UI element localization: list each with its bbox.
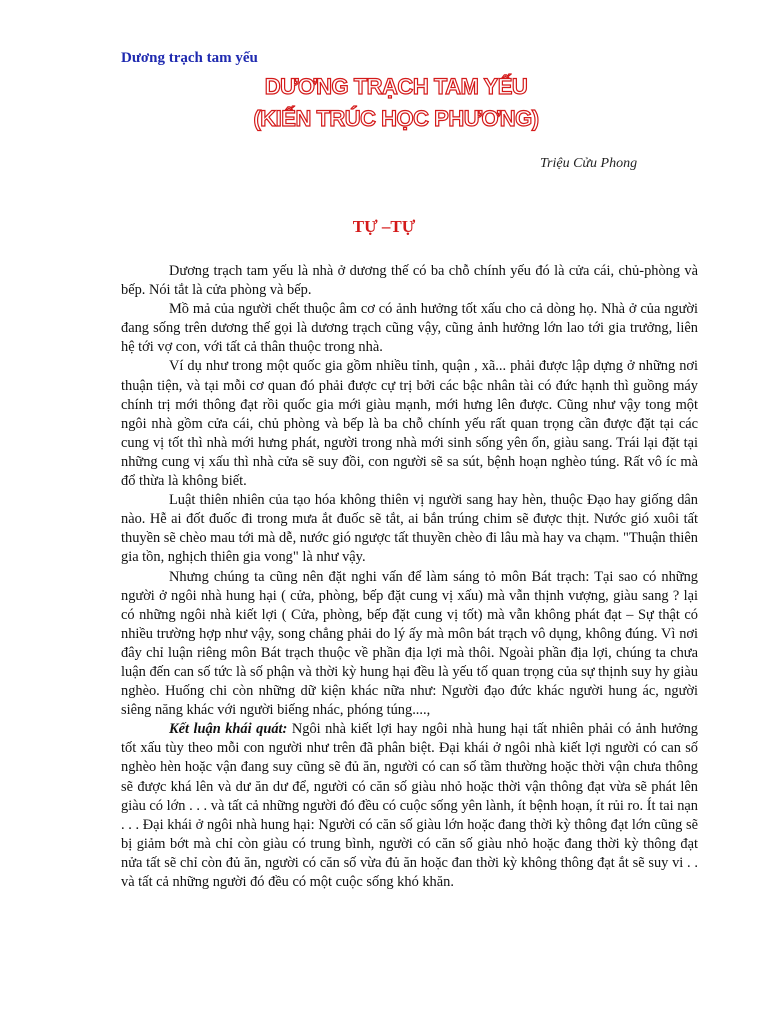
body-text	[121, 262, 698, 892]
paragraph: Luật thiên nhiên của tạo hóa không thiên vị người sang hay hèn, thuộc Đạo hay giống dân nào. Hễ ai đốt đuốc đi trong mưa ắt đuốc sẽ tắt, ai bắn trúng chim sẽ được thịt. Nước gió xuôi tất thuyền sẽ chèo mau tới mà dễ, nước gió ngược tất thuyền chèo đi lâu mà hay va chạm. "Thuận thiên gia tồn, nghịch thiên gia vong" là như vậy.	[121, 492, 698, 566]
paragraph: Mồ mả của người chết thuộc âm cơ có ảnh hưởng tốt xấu cho cả dòng họ. Nhà ở của người đang sống trên dương thế gọi là dương trạch cũng vậy, cũng ảnh hưởng lớn lao tới gia trưởng, liên hệ tới vợ con, với tất cả thân thuộc trong nhà.	[121, 301, 698, 356]
paragraph-conclusion	[121, 720, 698, 892]
paragraph: Nhưng chúng ta cũng nên đặt nghi vấn để làm sáng tỏ môn Bát trạch: Tại sao có những người ở ngôi nhà hung hại ( cửa, phòng, bếp đặt cung vị xấu) mà vẫn thịnh vượng, giàu sang ? lại có những ngôi nhà kiết lợi ( Cửa, phòng, bếp đặt cung vị tốt) mà vẫn không phát đạt – Sự thật có nhiều trường hợp như vậy, song chẳng phải do lý ấy mà môn bát trạch vô dụng, không đúng. Vì nơi đây chỉ luận riêng môn Bát trạch thuộc về phần địa lợi mà thôi. Ngoài phần địa lợi, chúng ta chưa luận đến can số tức là số phận và thời kỳ hung hại đều là yếu tố quan trọng của sự thịnh suy hy giàu nghèo. Huống chi còn những dữ kiện khác nữa như: Người đạo đức khác người hung ác, người siêng năng khác với người biếng nhác, phóng túng....,	[121, 568, 698, 719]
conclusion-lead: Kết luận khái quát:	[169, 721, 288, 738]
conclusion-text: Ngôi nhà kiết lợi hay ngôi nhà hung hại tất nhiên phải có ảnh hưởng tốt xấu tùy theo mỗi con người như trên đã phân biệt. Đại khái ở ngôi nhà kiết lợi người có can số nghèo hèn hoặc vận đang suy cũng sẽ đủ ăn, người có can số tầm thường hoặc thời vận chưa thông sẽ được khá lên và dư ăn dư để, người có căn số giàu nhỏ hoặc thời vận thông đạt vừa sẽ phát lên giàu có lớn . . . và tất cả những người đó đều có cuộc sống yên lành, ít bệnh hoạn, ít rủi ro. Ít tai nạn . . . Đại khái ở ngôi nhà hung hại: Người có căn số giàu lớn hoặc đang thời kỳ thông đạt lớn cũng sẽ bị giảm bớt mà chỉ còn giàu có trung bình, người có căn số giàu nhỏ hoặc đang thời kỳ thông đạt nửa tất sẽ chỉ còn đủ ăn, người có căn số vừa đủ ăn hoặc đan thời kỳ không thông đạt ắt sẽ suy vi . . và tất cả những người đó đều có một cuộc sống khó khăn.	[121, 721, 698, 890]
author-name: Triệu Cửu Phong	[540, 156, 638, 171]
page-title-line-1: DƯƠNG TRẠCH TAM YẾU	[264, 74, 528, 99]
paragraph: Dương trạch tam yếu là nhà ở dương thế có ba chỗ chính yếu đó là cửa cái, chủ-phòng và bếp. Nói tắt là cửa phòng và bếp.	[121, 263, 698, 299]
running-header: Dương trạch tam yếu	[121, 50, 258, 66]
section-title: TỰ –TỰ	[352, 217, 416, 236]
paragraph: Ví dụ như trong một quốc gia gồm nhiều tỉnh, quận , xã... phải được lập dựng ở những nơi thuận tiện, và tại mỗi cơ quan đó phải được cự trị bởi các bậc nhân tài có đức hạnh thì guồng máy chính trị mới thông đạt rồi quốc gia mới giàu mạnh, mới hưng lên được. Cũng như vậy tong một ngôi nhà gồm cửa cái, chủ phòng và bếp là ba chỗ chính yếu rất quan trọng cần được đặt tại các cung vị tốt thì nhà mới hưng phát, người trong nhà mới sinh sống yên ổn, giàu sang. Trái lại đặt tại những cung vị xấu thì nhà cửa sẽ suy đồi, con người sẽ sa sút, bệnh hoạn nghèo túng. Rất vô íc mà đổ thừa là không biết.	[121, 358, 698, 490]
page-title-line-2: (KIẾN TRÚC HỌC PHƯƠNG)	[253, 106, 539, 131]
